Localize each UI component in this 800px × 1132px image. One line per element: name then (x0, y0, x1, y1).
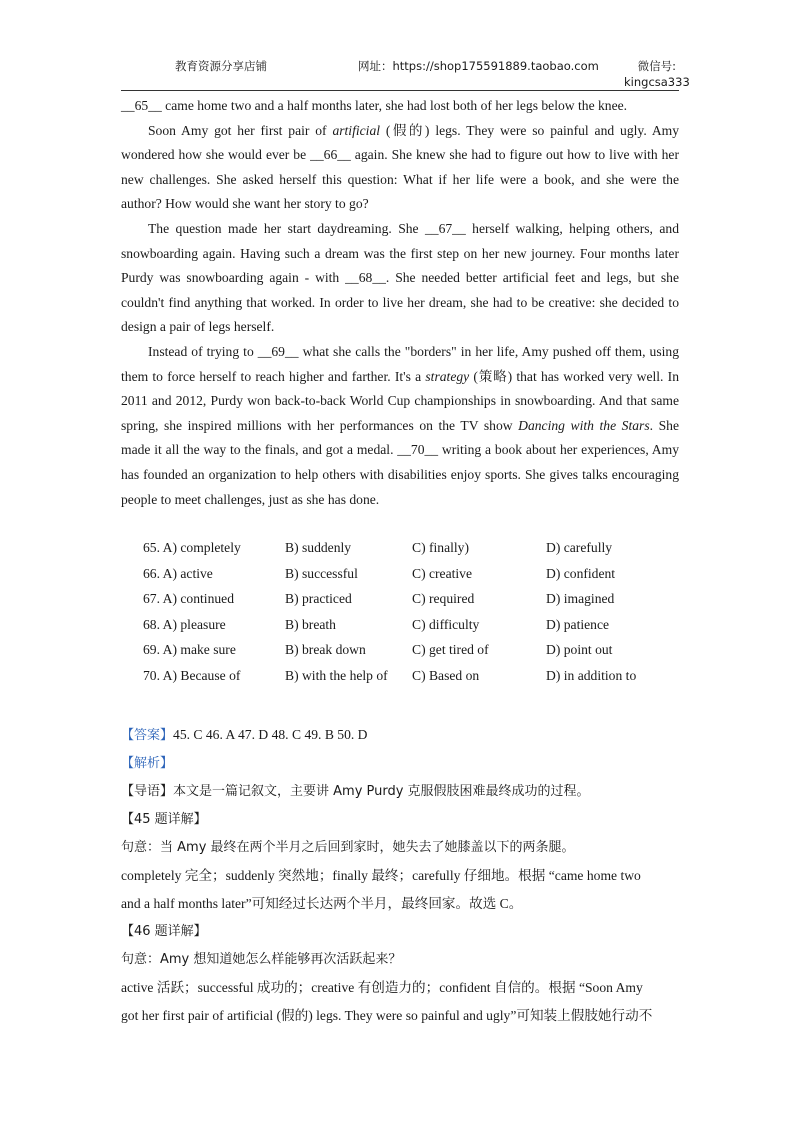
option-a: 67. A) continued (143, 591, 234, 607)
option-c: C) Based on (412, 667, 480, 683)
wechat-id: kingcsa333 (624, 75, 690, 89)
option-b: B) suddenly (285, 540, 352, 555)
option-row-65 (143, 540, 663, 566)
p1-text-a: Soon Amy got her first pair of (148, 122, 333, 138)
option-c: C) get tired of (412, 642, 489, 658)
p3-text-a: Instead of trying to __69__ what she calls the "borders" in her life, Amy pushed off them, using them to force herself to reach higher and farther. It's a (121, 343, 679, 384)
option-row-70 (143, 668, 663, 694)
option-c: C) required (412, 591, 475, 607)
passage-paragraph-3 (121, 340, 679, 512)
p3-text-e: . She made it all the way to the finals, and got a medal. __70__ writing a book about her experiences, Amy has founded an organization to help others with disabilities enjoy sports. She gives talks encouraging people to meet challenges, just as she has done. (121, 417, 679, 507)
option-b: B) breath (285, 616, 336, 632)
option-c: C) difficulty (412, 616, 480, 632)
option-row-67 (143, 591, 663, 617)
option-b: B) practiced (285, 591, 352, 607)
option-b: B) successful (285, 565, 358, 581)
p3-text-c: (策略) that has worked very well. In 2011 and 2012, Purdy won back-to-back World Cup championships in snowboarding. And that same spring, she inspired millions with her performances on the TV show (121, 368, 679, 433)
option-row-68 (143, 617, 663, 643)
answer-tag: 【答案】 (121, 728, 174, 743)
q46-sentence: 句意：Amy 想知道她怎么样能够再次活跃起来？ (121, 952, 402, 967)
option-d: D) point out (546, 642, 613, 658)
option-d: D) patience (546, 616, 610, 632)
passage-paragraph-1 (121, 119, 679, 217)
p1-text-c: (假的) legs. They were so painful and ugly. Amy wondered how she would ever be __66__ again. She knew she had to figure out how to live with her new challenges. She asked herself this question: What if her life were a book, and she were the author? How would she want her story to go? (121, 122, 680, 212)
option-a: 68. A) pleasure (143, 616, 226, 632)
q46-heading: 【46 题详解】 (121, 924, 207, 939)
option-a: 66. A) active (143, 565, 213, 581)
reading-passage (121, 94, 679, 512)
shop-url: 网址：https://shop175591889.taobao.com (358, 59, 599, 73)
p3-italic-word: strategy (425, 368, 470, 384)
option-c: C) finally) (412, 540, 470, 555)
wechat-label: 微信号: (637, 59, 676, 73)
option-d: D) imagined (546, 591, 615, 607)
answer-analysis (121, 721, 681, 1030)
q45-heading: 【45 题详解】 (121, 812, 207, 827)
option-d: D) in addition to (546, 667, 637, 683)
option-d: D) confident (546, 565, 616, 581)
answer-options (143, 540, 663, 694)
page-header (121, 52, 690, 91)
q45-explain-line-2: and a half months later”可知经过长达两个半月，最终回家。故选 C。 (121, 896, 523, 911)
passage-paragraph-0: __65__ came home two and a half months later, she had lost both of her legs below the knee. (121, 98, 628, 113)
wechat-info (624, 58, 690, 90)
passage-paragraph-2: The question made her start daydreaming. She __67__ herself walking, helping others, and snowboarding again. Having such a dream was the first step on her new journey. Four months later Purdy was snowboarding again - with __68__. She needed better artificial feet and legs, but she couldn't find anything that worked. In order to live her dream, she had to be creative: she decided to design a pair of legs herself. (121, 220, 679, 335)
option-row-69 (143, 642, 663, 668)
shop-name: 教育资源分享店铺 (175, 59, 267, 73)
option-c: C) creative (412, 565, 473, 581)
option-a: 69. A) make sure (143, 642, 236, 658)
option-b: B) break down (285, 642, 366, 658)
answer-line (121, 721, 681, 750)
option-d: D) carefully (546, 540, 613, 555)
q46-explain-line-1: active 活跃；successful 成功的；creative 有创造力的；confident 自信的。根据 “Soon Amy (121, 980, 643, 995)
option-a: 70. A) Because of (143, 667, 241, 683)
p3-show-title: Dancing with the Stars (518, 417, 650, 433)
p1-italic-word: artificial (332, 122, 381, 138)
option-a: 65. A) completely (143, 540, 241, 555)
q45-explain-line-1: completely 完全；suddenly 突然地；finally 最终；carefully 仔细地。根据 “came home two (121, 868, 641, 883)
option-row-66 (143, 566, 663, 592)
option-b: B) with the help of (285, 667, 388, 683)
daoyu-line: 【导语】本文是一篇记叙文，主要讲 Amy Purdy 克服假肢困难最终成功的过程。 (121, 784, 590, 799)
answer-text: 45. C 46. A 47. D 48. C 49. B 50. D (173, 727, 368, 742)
q45-sentence: 句意：当 Amy 最终在两个半月之后回到家时，她失去了她膝盖以下的两条腿。 (121, 840, 575, 855)
q46-explain-line-2: got her first pair of artificial (假的) legs. They were so painful and ugly”可知装上假肢她行动不 (121, 1008, 653, 1023)
analysis-tag: 【解析】 (121, 756, 174, 771)
